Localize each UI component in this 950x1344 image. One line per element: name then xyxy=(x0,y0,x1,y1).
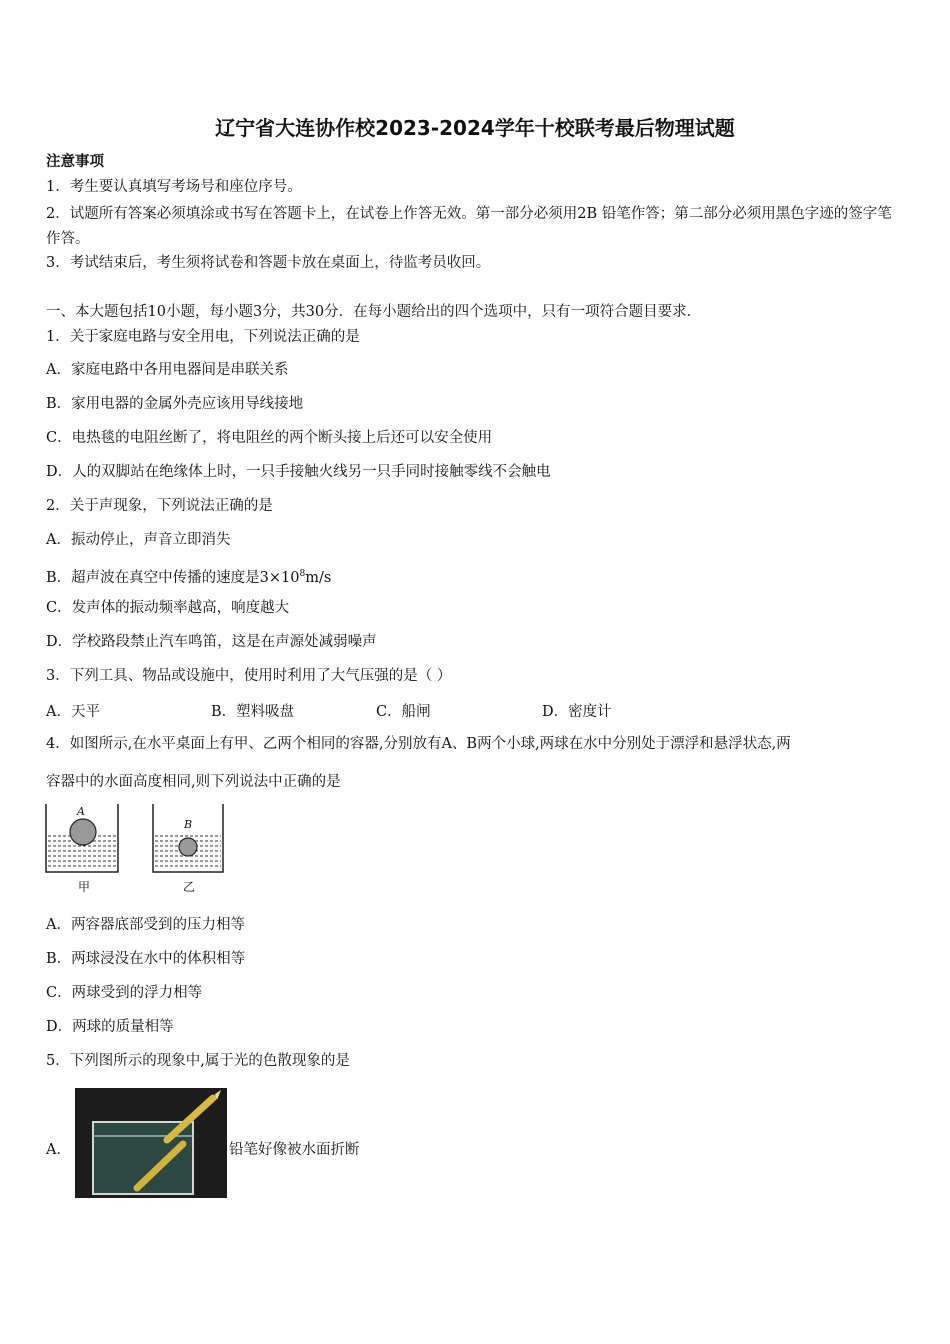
notice-heading: 注意事项 xyxy=(46,153,104,170)
notice-item-3: 3．考试结束后，考生须将试卷和答题卡放在桌面上，待监考员收回。 xyxy=(46,255,491,271)
container-yi xyxy=(153,804,223,872)
notice-item-2: 2．试题所有答案必须填涂或书写在答题卡上，在试卷上作答无效。第一部分必须用2B 铅笔作答；第二部分必须用黑色字迹的签字笔作答。 xyxy=(46,206,892,247)
q2-option-a: A．振动停止，声音立即消失 xyxy=(46,532,231,548)
q4-option-a: A．两容器底部受到的压力相等 xyxy=(46,917,245,933)
q4-stem-line2: 容器中的水面高度相同,则下列说法中正确的是 xyxy=(46,774,341,790)
q5-stem: 5．下列图所示的现象中,属于光的色散现象的是 xyxy=(46,1053,350,1069)
q4-figure xyxy=(42,800,232,896)
q4-option-d: D．两球的质量相等 xyxy=(46,1019,174,1035)
q4-option-b: B．两球浸没在水中的体积相等 xyxy=(46,951,246,967)
q5-option-a-text: 铅笔好像被水面折断 xyxy=(229,1142,360,1158)
exam-title: 辽宁省大连协作校2023-2024学年十校联考最后物理试题 xyxy=(215,116,735,140)
q2-option-c: C．发声体的振动频率越高，响度越大 xyxy=(46,600,290,616)
q2-stem: 2．关于声现象，下列说法正确的是 xyxy=(46,498,273,514)
fig-caption-yi: 乙 xyxy=(183,880,196,894)
q3-option-b: B．塑料吸盘 xyxy=(211,704,295,720)
q3-option-c: C．船闸 xyxy=(376,704,431,720)
q5-option-a-label: A． xyxy=(46,1142,71,1158)
fig-caption-jia: 甲 xyxy=(78,880,91,894)
q1-stem: 1．关于家庭电路与安全用电，下列说法正确的是 xyxy=(46,329,360,345)
q1-option-d: D．人的双脚站在绝缘体上时，一只手接触火线另一只手同时接触零线不会触电 xyxy=(46,464,551,480)
fig-label-a: A xyxy=(77,805,85,818)
pencil-in-water-photo xyxy=(75,1088,227,1198)
section-heading: 一、本大题包括10小题，每小题3分，共30分．在每小题给出的四个选项中，只有一项符合题目要求． xyxy=(46,304,702,320)
q1-option-c: C．电热毯的电阻丝断了，将电阻丝的两个断头接上后还可以安全使用 xyxy=(46,430,493,446)
q2-option-d: D．学校路段禁止汽车鸣笛，这是在声源处减弱噪声 xyxy=(46,634,377,650)
fig-label-b: B xyxy=(184,818,193,831)
q1-option-b: B．家用电器的金属外壳应该用导线接地 xyxy=(46,396,304,412)
ball-b xyxy=(179,838,197,856)
notice-item-1: 1．考生要认真填写考场号和座位序号。 xyxy=(46,179,302,195)
q3-option-d: D．密度计 xyxy=(542,704,612,720)
q3-stem: 3．下列工具、物品或设施中，使用时利用了大气压强的是（ ） xyxy=(46,668,452,684)
ball-a xyxy=(70,819,96,845)
q3-option-a: A．天平 xyxy=(46,704,100,720)
q4-stem-line1: 4．如图所示,在水平桌面上有甲、乙两个相同的容器,分别放有A、B两个小球,两球在水中分别处于漂浮和悬浮状态,两 xyxy=(46,736,791,752)
pencil-glass-image xyxy=(75,1088,227,1198)
q1-option-a: A．家庭电路中各用电器间是串联关系 xyxy=(46,362,289,378)
q4-option-c: C．两球受到的浮力相等 xyxy=(46,985,203,1001)
q2-option-b: B．超声波在真空中传播的速度是$3\times 10^8m/s$ xyxy=(46,569,332,586)
